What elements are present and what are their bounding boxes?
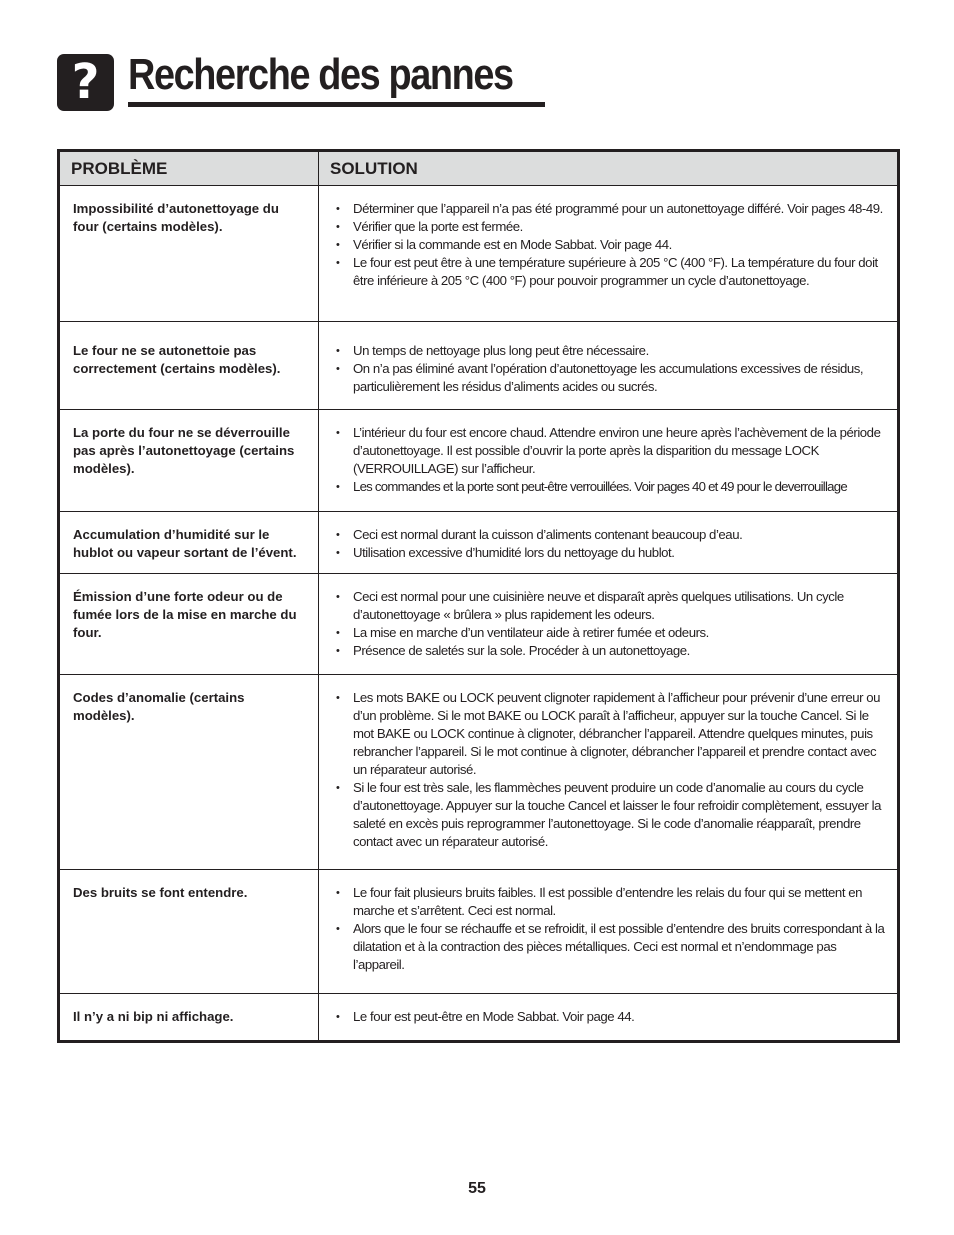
solution-item: • Le four est peut-être en Mode Sabbat. Voir page 44. xyxy=(333,1008,889,1026)
solution-cell xyxy=(319,870,899,994)
solution-cell xyxy=(319,322,899,410)
problem-cell: Il n’y a ni bip ni affichage. xyxy=(73,1009,234,1024)
solution-cell xyxy=(319,675,899,870)
solution-item: • Ceci est normal pour une cuisinière neuve et disparaît après quelques utilisations. Un cycle d’autonettoyage « brûlera » plus rapidement les odeurs. xyxy=(333,588,889,624)
table-row xyxy=(59,322,899,410)
solution-item: • Le four fait plusieurs bruits faibles. Il est possible d’entendre les relais du four qui se mettent en marche et s’arrêtent. Ceci est normal. xyxy=(333,884,889,920)
table-row xyxy=(59,512,899,574)
table-body xyxy=(59,186,899,1042)
table-row xyxy=(59,675,899,870)
solution-cell xyxy=(319,574,899,675)
page-number: 55 xyxy=(468,1180,486,1197)
solution-cell xyxy=(319,512,899,574)
solution-list xyxy=(333,424,889,496)
solution-item: • Utilisation excessive d’humidité lors du nettoyage du hublot. xyxy=(333,544,889,562)
solution-list xyxy=(333,884,889,974)
solution-item: • Alors que le four se réchauffe et se refroidit, il est possible d’entendre des bruits correspondant à la dilatation et à la contraction des pièces métalliques. Ceci est normal et n’endommage pas l’appareil. xyxy=(333,920,889,974)
table-row xyxy=(59,410,899,512)
solution-item: • Les mots BAKE ou LOCK peuvent clignoter rapidement à l’afficheur pour prévenir d’une erreur ou d’un problème. Si le mot BAKE ou LOCK paraît à l’afficheur, appuyer sur la touche Cancel. Si le mot BAKE ou LOCK continue à clignoter, débrancher l’appareil. Attendre quelques minutes, puis rebrancher l’appareil. Si le mot continue à clignoter, débrancher l’appareil et prendre contact avec un réparateur autorisé. xyxy=(333,689,889,779)
solution-list xyxy=(333,342,889,396)
problem-cell: Accumulation d’humidité sur le hublot ou vapeur sortant de l’évent. xyxy=(59,512,319,574)
solution-item: • Présence de saletés sur la sole. Procéder à un autonettoyage. xyxy=(333,642,889,660)
solution-item: • Vérifier que la porte est fermée. xyxy=(333,218,889,236)
table-row xyxy=(59,994,899,1042)
problem-cell: Des bruits se font entendre. xyxy=(59,870,319,994)
solution-item: • Vérifier si la commande est en Mode Sabbat. Voir page 44. xyxy=(333,236,889,254)
table-row xyxy=(59,574,899,675)
solution-cell xyxy=(319,410,899,512)
solution-list xyxy=(333,1008,889,1026)
solution-list xyxy=(333,689,889,851)
solution-cell xyxy=(319,994,899,1042)
solution-item: • L’intérieur du four est encore chaud. Attendre environ une heure après l’achèvement de la période d’autonettoyage. Il est possible d’ouvrir la porte après la disparition du message LOCK (VERROUILLAGE) sur l’afficheur. xyxy=(333,424,889,478)
problem-cell: La porte du four ne se déverrouille pas après l’autonettoyage (certains modèles). xyxy=(59,410,319,512)
problem-cell: Codes d’anomalie (certains modèles). xyxy=(59,675,319,870)
table-row xyxy=(59,186,899,322)
column-header-problem: PROBLÈME xyxy=(59,151,319,186)
solution-item: • Un temps de nettoyage plus long peut être nécessaire. xyxy=(333,342,889,360)
problem-cell: Le four ne se autonettoie pas correctement (certains modèles). xyxy=(59,322,319,410)
solution-list xyxy=(333,200,889,290)
page-title: Recherche des pannes xyxy=(128,50,513,99)
page-header xyxy=(57,50,513,112)
solution-item: • Le four est peut être à une température supérieure à 205 °C (400 °F). La température du four doit être inférieure à 205 °C (400 °F) pour pouvoir programmer un cycle d’autonettoyage. xyxy=(333,254,889,290)
problem-cell: Impossibilité d’autonettoyage du four (certains modèles). xyxy=(59,186,319,322)
question-mark-icon: ? xyxy=(57,54,114,111)
solution-item: • On n’a pas éliminé avant l’opération d’autonettoyage les accumulations excessives de résidus, particulièrement les résidus d’aliments acides ou sucrés. xyxy=(333,360,889,396)
solution-item: • Ceci est normal durant la cuisson d’aliments contenant beaucoup d’eau. xyxy=(333,526,889,544)
solution-cell xyxy=(319,186,899,322)
solution-item: • La mise en marche d’un ventilateur aide à retirer fumée et odeurs. xyxy=(333,624,889,642)
table-header-row xyxy=(59,151,899,186)
solution-item: • Si le four est très sale, les flammèches peuvent produire un code d’anomalie au cours du cycle d’autonettoyage. Appuyer sur la touche Cancel et laisser le four refroidir complètement, essuyer la saleté en excès puis reprogrammer l’autonettoyage. Si le code d’anomalie réapparaît, prendre contact avec un réparateur autorisé. xyxy=(333,779,889,851)
solution-list xyxy=(333,588,889,660)
problem-cell: Émission d’une forte odeur ou de fumée lors de la mise en marche du four. xyxy=(59,574,319,675)
solution-item: • Déterminer que l’appareil n’a pas été programmé pour un autonettoyage différé. Voir pages 48-49. xyxy=(333,200,889,218)
solution-list xyxy=(333,526,889,562)
troubleshooting-table xyxy=(57,149,900,1043)
table-row xyxy=(59,870,899,994)
column-header-solution: SOLUTION xyxy=(319,151,899,186)
title-underline xyxy=(128,102,545,107)
solution-item: • Les commandes et la porte sont peut-être verrouillées. Voir pages 40 et 49 pour le deverrouillage xyxy=(333,478,889,496)
